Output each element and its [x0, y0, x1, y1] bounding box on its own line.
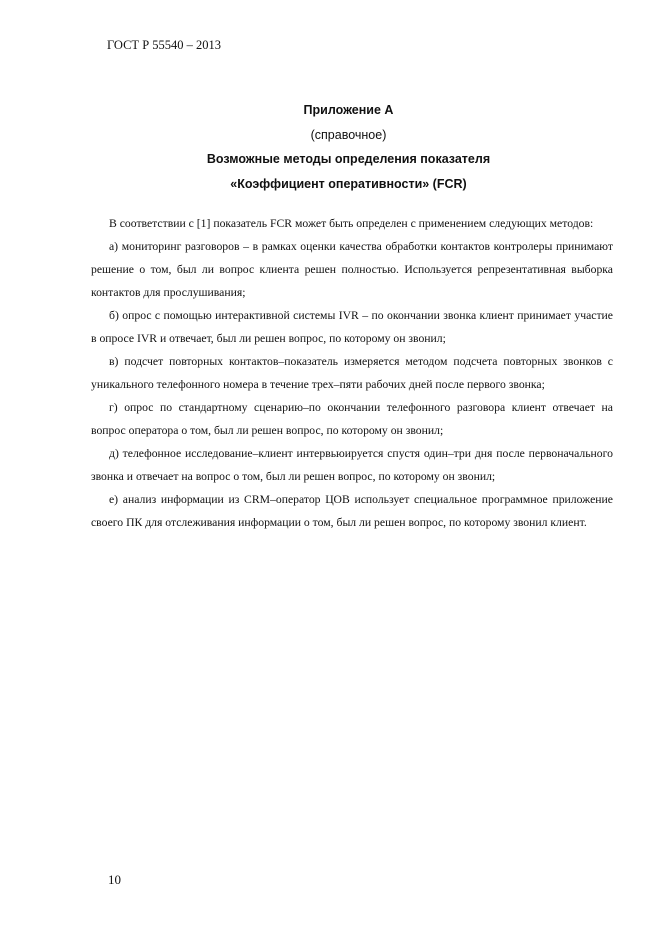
paragraph-item-a: а) мониторинг разговоров – в рамках оценки качества обработки контактов контролеры принимают решение о том, был ли вопрос клиента решен полностью. Используется репрезентативная выборка контактов для прослушивания;	[91, 240, 613, 299]
appendix-type: (справочное)	[310, 127, 387, 142]
body-text	[91, 212, 613, 534]
paragraph-item-g: г) опрос по стандартному сценарию–по окончании телефонного разговора клиент отвечает на вопрос оператора о том, был ли решен вопрос, по которому он звонил;	[91, 401, 613, 437]
paragraph-item-e: е) анализ информации из CRM–оператор ЦОВ использует специальное программное приложение своего ПК для отслеживания информации о том, был ли решен вопрос, по которому звонил клиент.	[91, 493, 613, 529]
appendix-title-line-1: Возможные методы определения показателя	[206, 152, 491, 166]
paragraph-intro: В соответствии с [1] показатель FCR может быть определен с применением следующих методов:	[109, 217, 594, 230]
appendix-heading	[0, 98, 661, 196]
paragraph-item-d: д) телефонное исследование–клиент интервьюируется спустя один–три дня после первоначального звонка и отвечает на вопрос о том, был ли решен вопрос, по которому он звонил;	[91, 447, 613, 483]
document-code: ГОСТ Р 55540 – 2013	[107, 38, 222, 52]
appendix-title: Приложение А	[303, 103, 394, 117]
appendix-title-line-2: «Коэффициент оперативности» (FCR)	[230, 176, 467, 191]
paragraph-item-b: б) опрос с помощью интерактивной системы IVR – по окончании звонка клиент принимает участие в опросе IVR и отвечает, был ли решен вопрос, по которому он звонил;	[91, 309, 613, 345]
paragraph-item-v: в) подсчет повторных контактов–показатель измеряется методом подсчета повторных звонков с уникального телефонного номера в течение трех–пяти рабочих дней после первого звонка;	[91, 355, 613, 391]
page-number: 10	[108, 872, 121, 887]
